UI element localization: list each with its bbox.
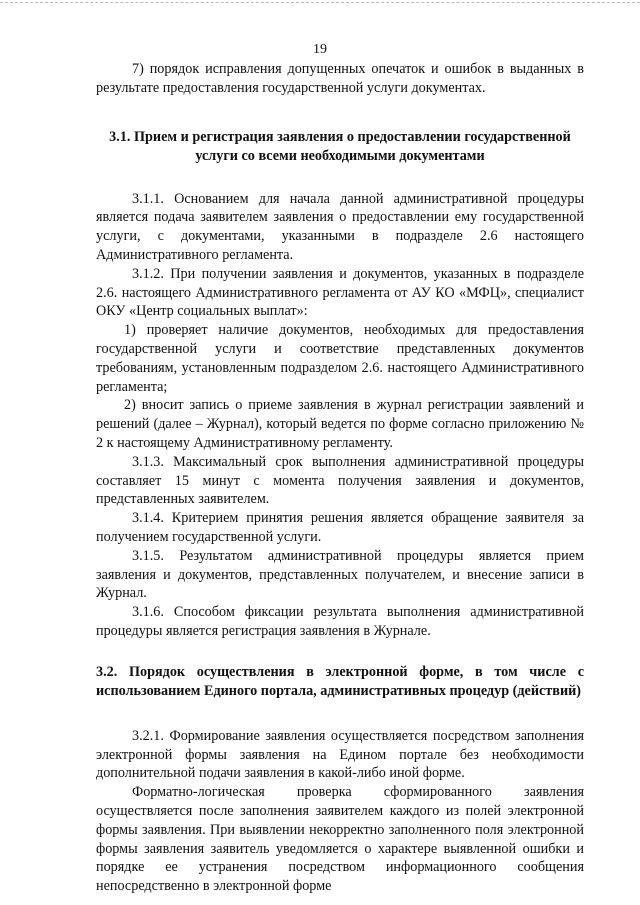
paragraph-item-1: 1) проверяет наличие документов, необходимых для предоставления государственной услуги и соответствие представленных документов требованиям, установленным подразделом 2.6. настоящего Административного регламента; xyxy=(96,322,584,395)
paragraph-3-1-2: 3.1.2. При получении заявления и документов, указанных в подразделе 2.6. настоящего Административного регламента от АУ КО «МФЦ», специалист ОКУ «Центр социальных выплат»: xyxy=(96,265,584,320)
paragraph-3-1-1: 3.1.1. Основанием для начала данной административной процедуры является подача заявителем заявления о предоставлении ему государственной услуги, с документами, указанными в подразделе 2.6 настоящего Административного регламента. xyxy=(96,190,584,263)
paragraph-3-1-6: 3.1.6. Способом фиксации результата выполнения административной процедуры является регистрация заявления в Журнале. xyxy=(96,604,584,639)
paragraph-3-2-1: 3.2.1. Формирование заявления осуществляется посредством заполнения электронной формы заявления на Едином портале без необходимости дополнительной подачи заявления в какой-либо иной форме. xyxy=(96,727,584,782)
paragraph-3-1-3: 3.1.3. Максимальный срок выполнения административной процедуры составляет 15 минут с момента получения заявления и документов, представленных заявителем. xyxy=(96,453,584,508)
paragraph-format-check: Форматно-логическая проверка сформированного заявления осуществляется после заполнения заявителем каждого из полей электронной формы заявления. При выявлении некорректно заполненного поля электронной формы заявления заявитель уведомляется о характере выявленной ошибки и порядке ее устранения посредством информационного сообщения непосредственно в электронной форме xyxy=(96,784,584,895)
paragraph-item-2: 2) вносит запись о приеме заявления в журнал регистрации заявлений и решений (далее – Журнал), который ведется по форме согласно приложению № 2 к настоящему Административному регламенту. xyxy=(96,397,584,451)
page-content xyxy=(96,60,584,896)
section-3-2-heading: 3.2. Порядок осуществления в электронной форме, в том числе с использованием Единого портала, административных процедур (действий) xyxy=(96,663,584,699)
section-3-1-heading: 3.1. Прием и регистрация заявления о предоставлении государственной услуги со всеми необходимыми документами xyxy=(109,128,571,164)
paragraph-3-1-5: 3.1.5. Результатом административной процедуры является прием заявления и документов, представленных получателем, и внесение записи в Журнал. xyxy=(96,547,584,602)
paragraph-3-1-4: 3.1.4. Критерием принятия решения является обращение заявителя за получением государственной услуги. xyxy=(96,510,584,545)
list-item-7: 7) порядок исправления допущенных опечаток и ошибок в выданных в результате предоставления государственной услуги документах. xyxy=(96,61,584,96)
scan-top-edge xyxy=(0,2,640,3)
page-number: 19 xyxy=(313,42,327,57)
